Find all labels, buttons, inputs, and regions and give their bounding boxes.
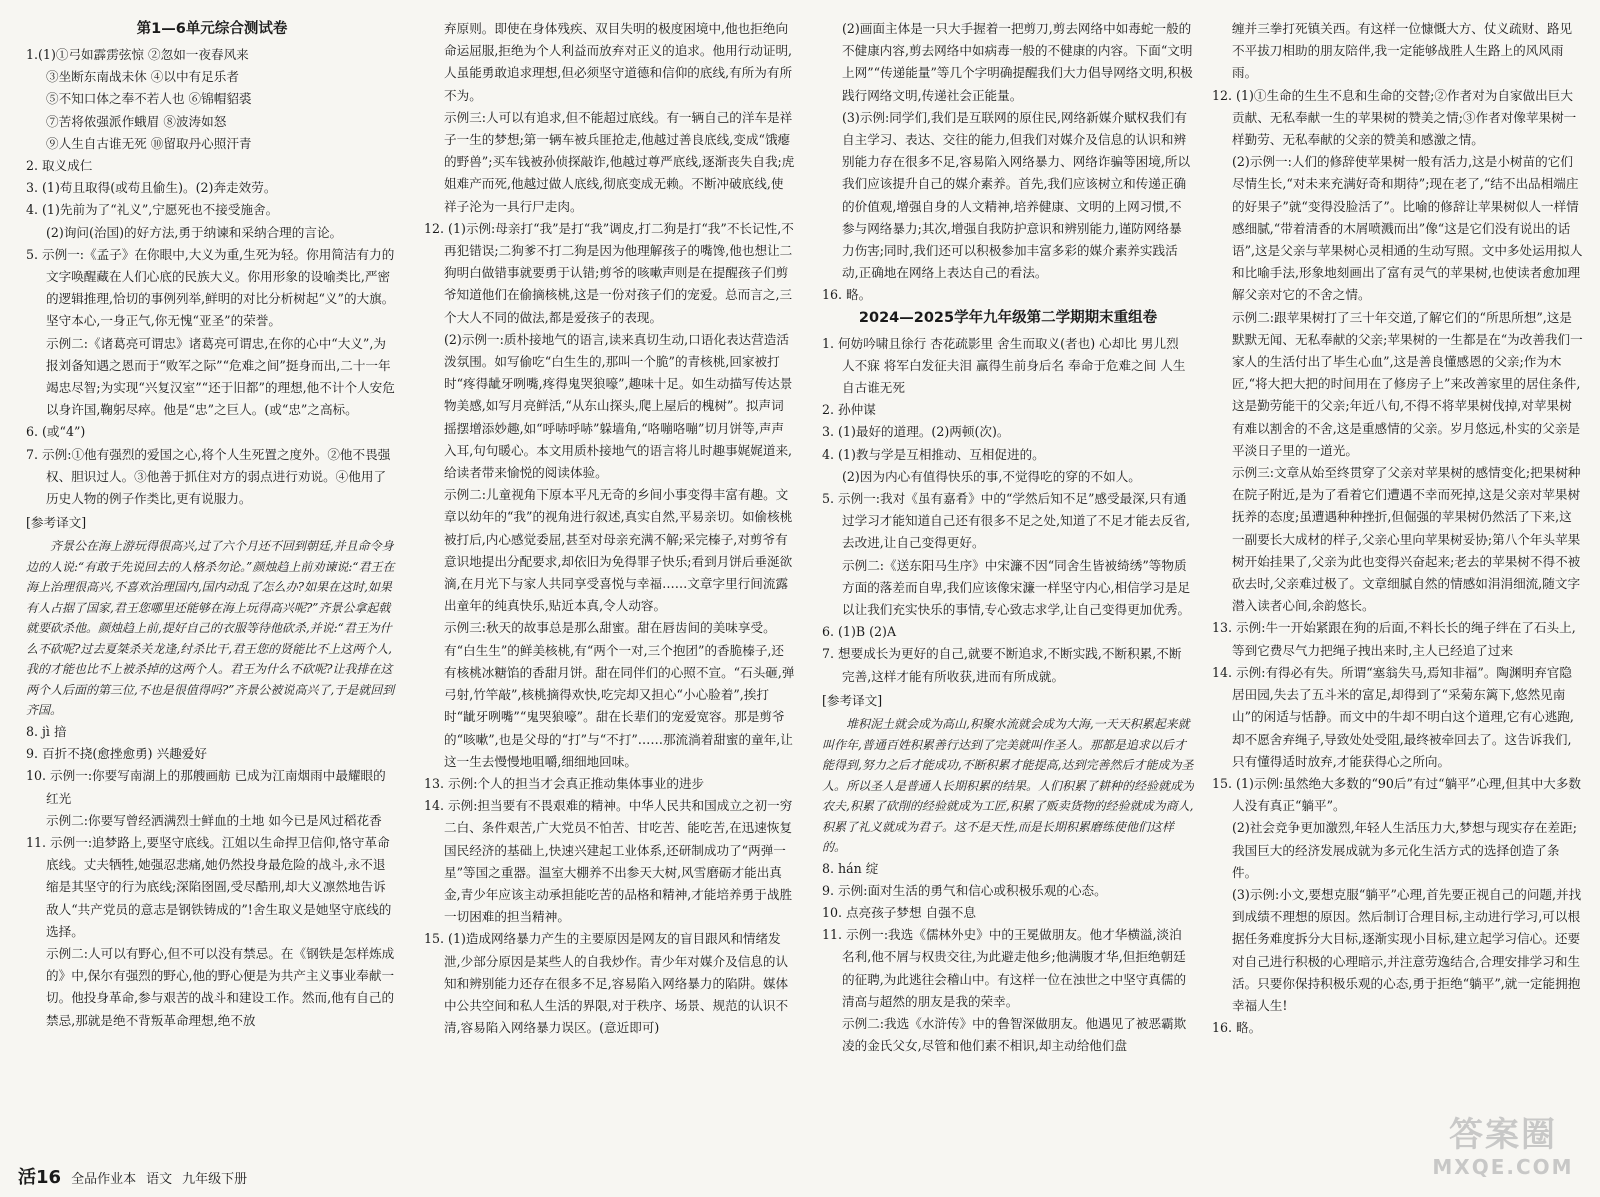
answer-item: (2)画面主体是一只大手握着一把剪刀,剪去网络中如毒蛇一般的不健康内容,剪去网络中如病毒一般的不健康的内容。下面“文明上网”“传递能量”等几个字明确提醒我们大力倡导网络文明,积极践行网络文明,传递社会正能量。 [842, 21, 1193, 103]
answer-item: 2. 取义成仁 [26, 158, 93, 174]
column-3 [822, 18, 1194, 1158]
answer-item: 3. (1)最好的道理。(2)两顿(次)。 [822, 424, 1010, 440]
watermark-line-1: 答案圈 [1449, 1115, 1557, 1155]
answer-item: 6. (或“4”) [26, 424, 86, 440]
answer-item: 4. (1)教与学是互相推动、互相促进的。 [822, 446, 1045, 462]
answer-item: 11. 示例一:我选《儒林外史》中的王冕做朋友。他才华横溢,淡泊名利,他不屑与权贵交往,为此避走他乡;他满腹才华,但拒绝朝廷的征聘,为此逃往会稽山中。有这样一位在浊世之中坚守真儒的清高与超然的朋友是我的荣幸。 [822, 927, 1187, 1009]
answer-item: 9. 示例:面对生活的勇气和信心或积极乐观的心态。 [822, 882, 1107, 898]
page-footer [18, 1163, 247, 1189]
watermark-logo [1428, 1115, 1578, 1187]
answer-item: 11. 示例一:追梦路上,要坚守底线。江姐以生命捍卫信仰,恪守革命底线。丈夫牺牲,她强忍悲痛,她仍然投身最危险的战斗,永不退缩是其坚守的行为底线;深陷囹圄,受尽酷刑,却大义凛然地告诉敌人“共产党员的意志是钢铁铸成的”!舍生取义是她坚守底线的选择。 [26, 834, 392, 939]
answer-item: 示例二:跟苹果树打了三十年交道,了解它们的“所思所想”,这是默默无闻、无私奉献的父亲;苹果树的一生都是在“为改善我们一家人的生活付出了毕生心血”,这是善良懂感恩的父亲;作为木匠,“将大把大把的时间用在了修房子上”来改善家里的居住条件,这是勤劳能干的父亲;年近八旬,不得不将苹果树伐掉,对苹果树有难以割舍的不舍,这是重感情的父亲。岁月悠远,朴实的父亲是平淡日子里的一道光。 [1232, 309, 1583, 458]
answer-item: (2)示例一:人们的修辞使苹果树一般有活力,这是小树苗的它们尽情生长,“对未来充满好奇和期待”;现在老了,“结不出品相端庄的好果子”就“变得没脸活了”。比喻的修辞让苹果树似人一样情感细腻,“带着清香的木屑喷溅而出”像“这是它们没有说出的话语”,这是父亲与苹果树心灵相通的生动写照。文中多处运用拟人和比喻手法,形象地刻画出了富有灵气的苹果树,也使读者愈加理解父亲对它的不舍之情。 [1232, 154, 1583, 303]
column-2 [424, 18, 796, 1158]
answer-item: 示例二:《诸葛亮可谓忠》诸葛亮可谓忠,在你的心中“大义”,为报刘备知遇之恩而于“败军之际”“危难之间”挺身而出,二十一年竭忠尽智;为实现“兴复汉室”“还于旧都”的理想,他不计个人安危以身许国,鞠躬尽瘁。他是“忠”之巨人。(或“忠”之高标。 [46, 335, 395, 418]
answer-item: 16. 略。 [1212, 1020, 1262, 1036]
answer-item: 12. (1)①生命的生生不息和生命的交替;②作者对为自家做出巨大贡献、无私奉献一生的苹果树的赞美之情;③作者对像苹果树一样勤劳、无私奉献的父亲的赞美和感激之情。 [1212, 87, 1577, 148]
reference-translation-text: 齐景公在海上游玩得很高兴,过了六个月还不回到朝廷,并且命令身边的人说:“有敢于先说回去的人格杀勿论。”颜烛趋上前劝谏说:“君王在海上治理很高兴,不喜欢治理国内,国内动乱了怎么办?如果在这时,如果有人占据了国家,君王您哪里还能够在海上玩得高兴呢?”齐景公拿起戟就要砍杀他。颜烛趋上前,提好自己的衣服等待他砍杀,并说:“君王为什么不砍呢?过去夏桀杀关龙逢,纣杀比干,君王您的贤能比不上这两个人,我的才能也比不上被杀掉的这两个人。君王为什么不砍呢?让我排在这两个人后面的第三位,不也是很值得吗?”齐景公被说高兴了,于是就回到齐国。 [26, 539, 395, 718]
subject-label: 语文 [146, 1172, 173, 1187]
answer-item: 示例三:人可以有追求,但不能超过底线。有一辆自己的洋车是祥子一生的梦想;第一辆车被兵匪抢走,他越过善良底线,变成“饿瘪的野兽”;买车钱被孙侦探敲诈,他越过尊严底线,逐渐丧失自我;虎姐难产而死,他越过做人底线,彻底变成无赖。不断冲破底线,使祥子沦为一具行尸走肉。 [444, 109, 795, 214]
answer-item: ③坐断东南战未休 ④以中有足乐者 [46, 69, 239, 85]
answer-item: 15. (1)示例:虽然绝大多数的“90后”有过“躺平”心理,但其中大多数人没有真正“躺平”。 [1212, 775, 1581, 814]
answer-item: (2)询问(治国)的好方法,勇于纳谏和采纳合理的言论。 [46, 224, 343, 240]
answer-item: 8. hán 绽 [822, 860, 879, 876]
answer-item: 14. 示例:担当要有不畏艰难的精神。中华人民共和国成立之初一穷二白、条件艰苦,广大党员不怕苦、甘吃苦、能吃苦,在迅速恢复国民经济的基础上,快速兴建起工业体系,还研制成功了“两弹一星”等国之重器。温室大棚养不出参天大树,风雪磨砺才能出真金,青少年应该主动承担能吃苦的品格和精神,才能培养勇于战胜一切困难的担当精神。 [424, 798, 793, 925]
book-title: 全品作业本 [71, 1172, 137, 1187]
answer-item: (2)因为内心有值得快乐的事,不觉得吃的穿的不如人。 [842, 468, 1141, 484]
answer-item: 示例二:我选《水浒传》中的鲁智深做朋友。他遇见了被恶霸欺凌的金氏父女,尽管和他们素不相识,却主动给他们盘 [842, 1016, 1187, 1054]
answer-item: (2)社会竞争更加激烈,年轻人生活压力大,梦想与现实存在差距;我国巨大的经济发展成就为多元化生活方式的选择创造了条件。 [1232, 820, 1577, 880]
answer-item: 14. 示例:有得必有失。所谓“塞翁失马,焉知非福”。陶渊明弃官隐居田园,失去了五斗米的富足,却得到了“采菊东篱下,悠然见南山”的闲适与恬静。而文中的牛却不明白这个道理,它有心逃跑,却不愿舍弃绳子,导致处处受阻,最终被牵回去了。这告诉我们,只有懂得适时放弃,才能获得心之所向。 [1212, 664, 1574, 769]
answer-item: 2. 孙仲谋 [822, 402, 876, 418]
answer-item: 8. jì 揞 [26, 723, 67, 739]
watermark-line-2: MXQE.COM [1432, 1155, 1574, 1179]
answer-item: 示例二:人可以有野心,但不可以没有禁忌。在《钢铁是怎样炼成的》中,保尔有强烈的野心,他的野心便是为共产主义事业奉献一切。他投身革命,参与艰苦的战斗和建设工作。然而,他有自己的禁忌,那就是绝不背叛革命理想,绝不放 [46, 946, 395, 1028]
answer-item: 15. (1)造成网络暴力产生的主要原因是网友的盲目跟风和情绪发泄,少部分原因是某些人的自我炒作。青少年对媒介及信息的认知和辨别能力还存在很多不足,容易陷入网络暴力的陷阱。媒体中公共空间和私人生活的界限,对于秩序、场景、规范的认识不清,容易陷入网络暴力误区。(意近即可) [424, 931, 789, 1036]
answer-item: 3. (1)苟且取得(或苟且偷生)。(2)奔走效劳。 [26, 180, 277, 196]
column-1 [26, 18, 398, 1158]
answer-item: 示例二:儿童视角下原本平凡无奇的乡间小事变得丰富有趣。文章以幼年的“我”的视角进行叙述,真实自然,平易亲切。如偷核桃被打后,内心感觉委屈,甚至对母亲充满不解;采完榛子,对剪爷有意识地提出分配要求,却依旧为免得罪子快乐;看到月饼后垂涎欲滴,在月光下与家人共同享受喜悦与幸福……文章字里行间流露出童年的纯真快乐,贴近本真,令人动容。 [444, 487, 793, 614]
answer-item: 缠并三拳打死镇关西。有这样一位慷慨大方、仗义疏财、路见不平拔刀相助的朋友陪伴,我一定能够战胜人生路上的风风雨雨。 [1232, 21, 1573, 81]
answer-item: ⑨人生自古谁无死 ⑩留取丹心照汗青 [46, 135, 252, 151]
section-title: 2024—2025学年九年级第二学期期末重组卷 [858, 309, 1158, 326]
column-4 [1212, 18, 1584, 1158]
answer-item: ⑤不知口体之奉不若人也 ⑥锦帽貂裘 [46, 91, 252, 107]
page-number: 活16 [18, 1167, 62, 1188]
answer-item: 13. 示例:牛一开始紧跟在狗的后面,不料长长的绳子绊在了石头上,等到它费尽气力把绳子拽出来时,主人已经追了过来 [1212, 620, 1576, 658]
answer-item: 示例二:你要写曾经洒满烈士鲜血的土地 如今已是风过稻花香 [46, 812, 382, 828]
answer-item: 7. 示例:①他有强烈的爱国之心,将个人生死置之度外。②他不畏强权、胆识过人。③他善于抓住对方的弱点进行劝说。④他用了历史人物的例子作类比,更有说服力。 [26, 446, 391, 507]
answer-item: 9. 百折不挠(愈挫愈勇) 兴趣爱好 [26, 746, 207, 762]
answer-item: 10. 点亮孩子梦想 自强不息 [822, 905, 976, 920]
answer-item: 示例三:秋天的故事总是那么甜蜜。甜在唇齿间的美味享受。有“白生生”的鲜美核桃,有“两个一对,三个抱团”的香脆榛子,还有核桃冰糖馅的香甜月饼。甜在同伴们的心照不宣。“石头砸,弹弓射,竹竿敲”,核桃摘得欢快,吃完却又担心“小心脸着”,挨打时“龇牙咧嘴”“鬼哭狼嚎”。甜在长辈们的宠爱宽容。那是剪爷的“咳嗽”,也是父母的“打”与“不打”……那流淌着甜蜜的童年,让这一生去慢慢地咀嚼,细细地回味。 [444, 620, 795, 769]
answer-item: 13. 示例:个人的担当才会真正推动集体事业的进步 [424, 775, 705, 791]
answer-item: 1. 何妨吟啸且徐行 杏花疏影里 舍生而取义(者也) 心却比 男儿烈 人不寐 将军白发征夫泪 赢得生前身后名 奉命于危难之间 人生自古谁无死 [822, 335, 1186, 396]
reference-translation-label: [参考译文] [26, 515, 87, 531]
answer-item: 弃原则。即使在身体残疾、双目失明的极度困境中,他也拒绝向命运屈服,拒绝为个人利益而放弃对正义的追求。他用行动证明,人虽能勇敢追求理想,但必须坚守道德和信仰的底线,有所为有所不为。 [444, 21, 793, 103]
answer-item: (3)示例:同学们,我们是互联网的原住民,网络新媒介赋权我们有自主学习、表达、交往的能力,但我们对媒介及信息的认识和辨别能力存在很多不足,容易陷入网络暴力、网络诈骗等困境,所以我们应该提升自己的媒介素养。首先,我们应该树立和传递正确的价值观,增强自身的人文精神,培养健康、文明的上网习惯,不参与网络暴力;其次,增强自我防护意识和辨别能力,谨防网络暴力伤害;同时,我们还可以积极参加丰富多彩的媒介素养实践活动,正确地在网络上表达自己的看法。 [842, 109, 1191, 281]
reference-translation-label: [参考译文] [822, 692, 883, 708]
answer-item: 4. (1)先前为了“礼义”,宁愿死也不接受施舍。 [26, 202, 279, 218]
answer-item: 示例二:《送东阳马生序》中宋濂不因“同舍生皆被绮绣”等物质方面的落差而自卑,我们应该像宋濂一样坚守内心,相信学习是足以让我们充实快乐的事情,专心致志求学,让自己变得更加优秀。 [842, 557, 1191, 618]
answer-item: 示例三:文章从始至终贯穿了父亲对苹果树的感情变化;把果树种在院子附近,是为了看着它们遭遇不幸而死掉,这是父亲对苹果树抚养的态度;虽遭遇种种挫折,但倔强的苹果树仍然活了下来,这一副要长大成材的样子,父亲心里向苹果树妥协;第八个年头苹果树开始挂果了,父亲为此也变得兴奋起来;老去的苹果树不得不被砍去时,父亲难过极了。文章细腻自然的情感如涓涓细流,随文字潜入读者心间,余韵悠长。 [1232, 465, 1581, 614]
section-title: 第1—6单元综合测试卷 [136, 21, 288, 37]
answer-item: ⑦苦将侬强派作蛾眉 ⑧波涛如怒 [46, 113, 227, 129]
reference-translation-text: 堆积泥土就会成为高山,积聚水流就会成为大海,一天天积累起来就叫作年,普通百姓积累善行达到了完美就叫作圣人。那都是追求以后才能得到,努力之后才能成功,不断积累才能提高,达到完善然后才能成为圣人。所以圣人是普通人长期积累的结果。人们积累了耕种的经验就成为农夫,积累了砍削的经验就成为工匠,积累了贩卖货物的经验就成为商人,积累了礼义就成为君子。这不是天性,而是长期积累磨练使他们这样的。 [822, 717, 1194, 855]
answer-item: (3)示例:小文,要想克服“躺平”心理,首先要正视自己的问题,并找到成绩不理想的原因。然后制订合理目标,主动进行学习,可以根据任务难度拆分大目标,逐渐实现小目标,建立起学习信心。还要对自己进行积极的心理暗示,并注意劳逸结合,合理安排学习和生活。只要你保持积极乐观的心态,勇于拒绝“躺平”,就一定能拥抱幸福人生! [1232, 886, 1582, 1013]
grade-label: 九年级下册 [182, 1172, 248, 1187]
answer-item: 16. 略。 [822, 287, 872, 303]
answer-item: 1.(1)①弓如霹雳弦惊 ②忽如一夜春风来 [26, 47, 249, 62]
answer-item: (2)示例一:质朴接地气的语言,读来真切生动,口语化表达营造活泼氛围。如写偷吃“白生生的,那叫一个脆”的青核桃,回家被打时“疼得龇牙咧嘴,疼得鬼哭狼嚎”,趣味十足。如生动描写传达景物美感,如写月亮鲜活,“从东山探头,爬上屋后的槐树”。拟声词摇摆增添妙趣,如“呼哧呼哧”躲墙角,“咯嘣咯嘣”切月饼等,声声入耳,句句暖心。本文用质朴接地气的语言将儿时趣事娓娓道来,给读者带来愉悦的阅读体验。 [444, 331, 793, 481]
answer-item: 5. 示例一:《孟子》在你眼中,大义为重,生死为轻。你用简洁有力的文字唤醒藏在人们心底的民族大义。你用形象的设喻类比,严密的逻辑推理,恰切的事例列举,鲜明的对比分析树起“义”的大旗。坚守本心,一身正气,你无愧“亚圣”的荣誉。 [26, 246, 395, 329]
answer-item: 7. 想要成长为更好的自己,就要不断追求,不断实践,不断积累,不断完善,这样才能有所收获,进而有所成就。 [822, 646, 1182, 684]
answer-item: 12. (1)示例:母亲打“我”是打“我”调皮,打二狗是打“我”不长记性,不再犯错误;二狗爹不打二狗是因为他理解孩子的嘴馋,他也想让二狗明白做错事就要勇于认错;剪爷的咳嗽声则是在提醒孩子们剪爷知道他们在偷摘核桃,这是一份对孩子们的宠爱。总而言之,三个大人不同的做法,都是爱孩子的表现。 [424, 220, 794, 325]
answer-item: 10. 示例一:你要写南湖上的那艘画舫 已成为江南烟雨中最耀眼的红光 [26, 768, 386, 806]
answer-item: 6. (1)B (2)A [822, 624, 897, 640]
answer-item: 5. 示例一:我对《虽有嘉肴》中的“学然后知不足”感受最深,只有通过学习才能知道自己还有很多不足之处,知道了不足才能去反省,去改进,让自己变得更好。 [822, 491, 1191, 551]
